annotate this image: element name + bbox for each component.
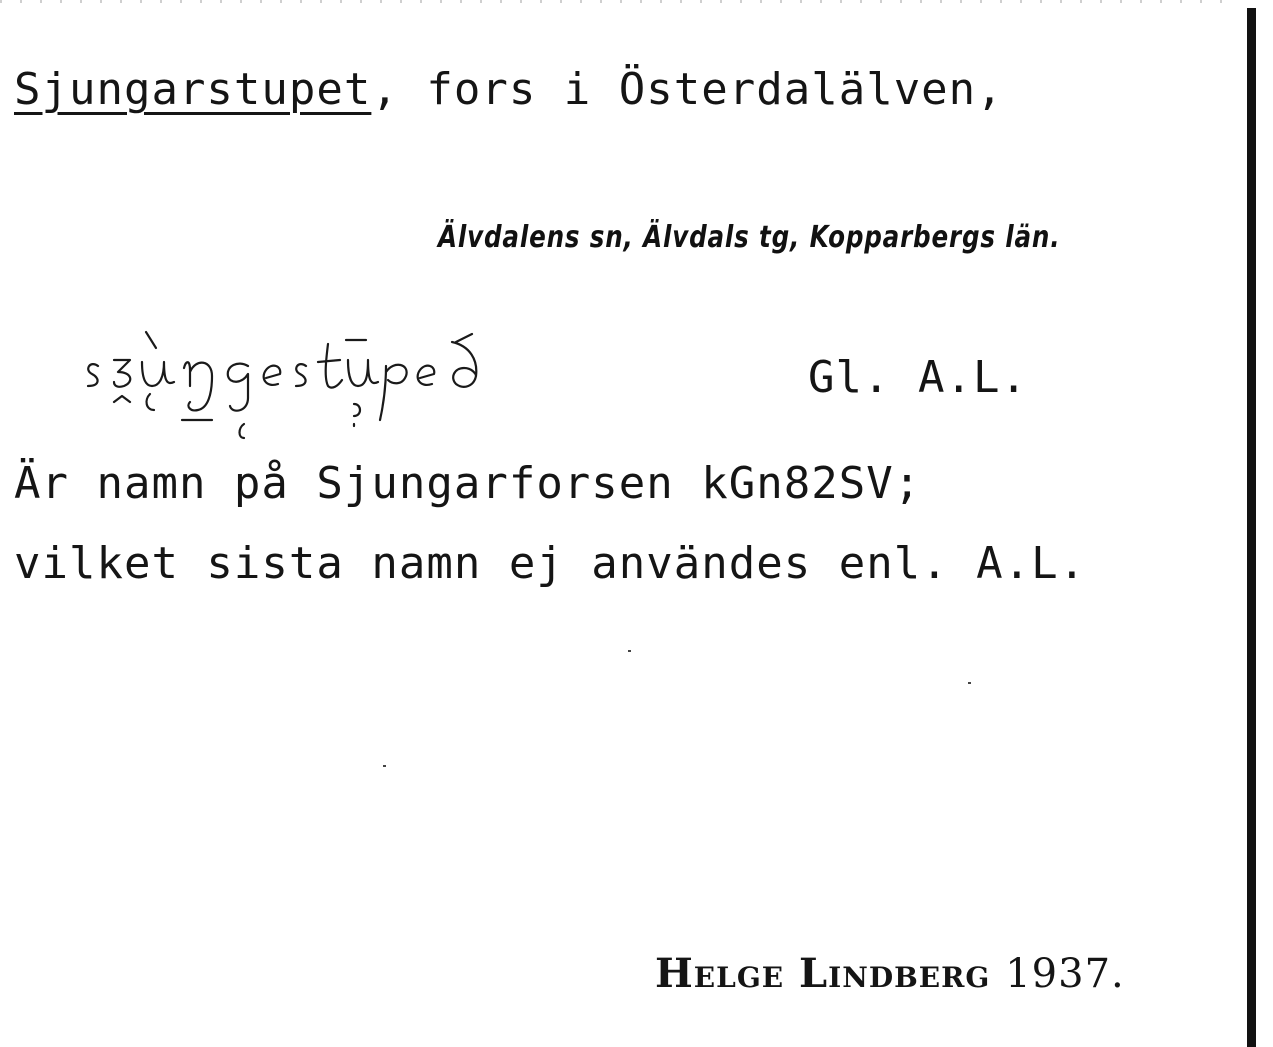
note-line-1: Är namn på Sjungarforsen kGn82SV; (14, 458, 922, 509)
note-line-2: vilket sista namn ej användes enl. A.L. (14, 538, 1087, 589)
paper-speck (383, 765, 386, 767)
collector-name: Helge Lindberg (655, 950, 991, 997)
year-period: . (1111, 951, 1125, 997)
handwritten-pronunciation (80, 320, 720, 445)
informant-initials: Gl. A.L. (808, 352, 1028, 403)
parish-stamp: Älvdalens sn, Älvdals tg, Kopparbergs län. (438, 220, 1061, 255)
pronunciation-script (80, 320, 720, 440)
card-top-edge (0, 0, 1230, 3)
paper-speck (628, 650, 631, 652)
paper-speck (968, 682, 971, 684)
card-right-edge (1247, 8, 1256, 1047)
headword-description: , fors i Österdalälven, (371, 64, 1004, 115)
headword-line (14, 64, 1004, 115)
collector-signature (655, 950, 1125, 997)
headword: Sjungarstupet (14, 64, 372, 115)
collection-year: 1937 (1005, 951, 1112, 997)
